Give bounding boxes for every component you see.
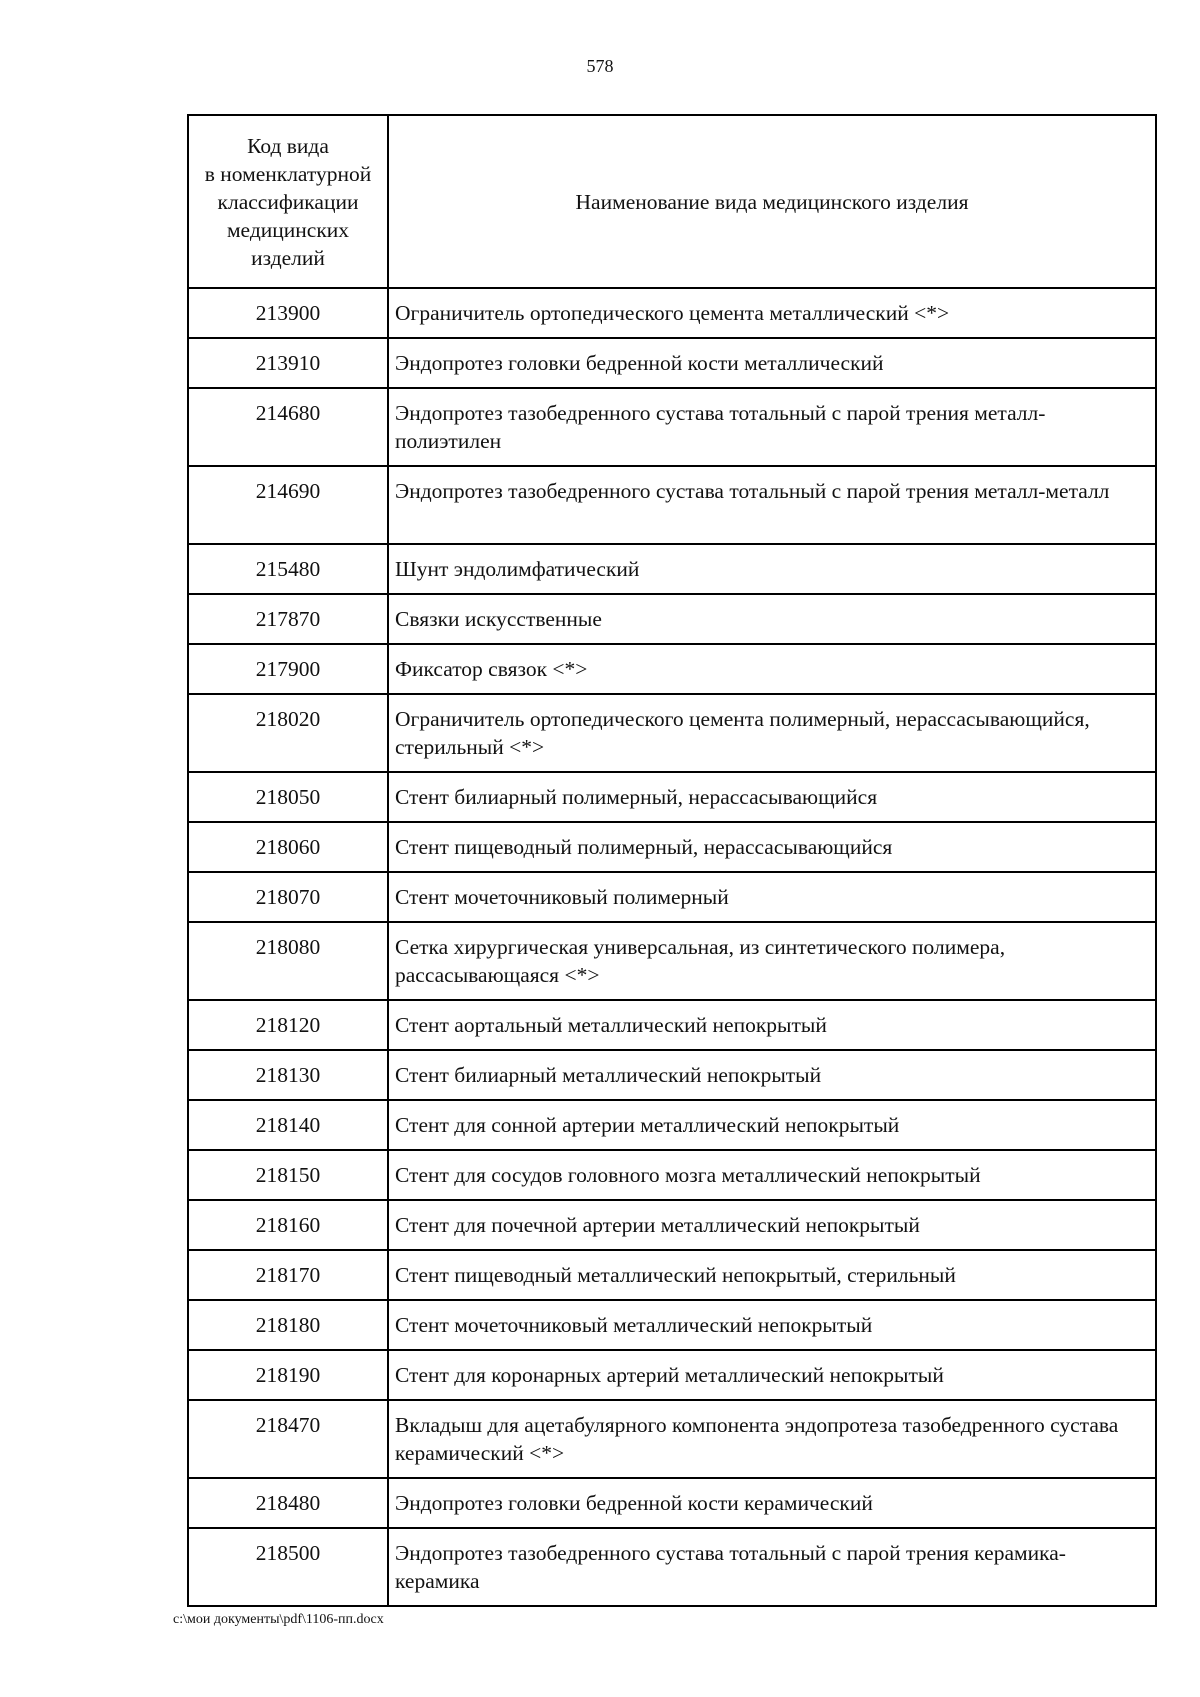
header-name-cell [388, 115, 1156, 288]
document-file-path: c:\мои документы\pdf\1106-пп.docx [173, 1612, 384, 1627]
table-row [188, 544, 1156, 594]
table-header-row [188, 115, 1156, 288]
row-code: 218500 [188, 1528, 388, 1606]
table-row [188, 922, 1156, 1000]
row-name: Эндопротез головки бедренной кости керамический [388, 1478, 1156, 1528]
table-row [188, 1250, 1156, 1300]
table-row [188, 772, 1156, 822]
row-code: 217900 [188, 644, 388, 694]
table-row [188, 1478, 1156, 1528]
table-row [188, 288, 1156, 338]
row-name: Стент для почечной артерии металлический непокрытый [388, 1200, 1156, 1250]
table-row [188, 1400, 1156, 1478]
table-row [188, 822, 1156, 872]
row-code: 218180 [188, 1300, 388, 1350]
header-code-label: Код вида в номенклатурной классификации медицинских изделий [204, 133, 372, 270]
row-name: Шунт эндолимфатический [388, 544, 1156, 594]
row-name: Сетка хирургическая универсальная, из синтетического полимера, рассасывающаяся <*> [388, 922, 1156, 1000]
row-name: Стент аортальный металлический непокрытый [388, 1000, 1156, 1050]
row-code: 218190 [188, 1350, 388, 1400]
row-code: 218020 [188, 694, 388, 772]
table-row [188, 338, 1156, 388]
row-code: 215480 [188, 544, 388, 594]
row-name: Стент для сосудов головного мозга металлический непокрытый [388, 1150, 1156, 1200]
table-row [188, 1528, 1156, 1606]
row-code: 218470 [188, 1400, 388, 1478]
row-code: 218160 [188, 1200, 388, 1250]
row-code: 218140 [188, 1100, 388, 1150]
row-code: 218060 [188, 822, 388, 872]
table-row [188, 1300, 1156, 1350]
row-name: Стент билиарный полимерный, нерассасывающийся [388, 772, 1156, 822]
row-code: 214690 [188, 466, 388, 544]
page-number: 578 [586, 56, 614, 76]
classification-table [187, 114, 1157, 1607]
row-name: Стент для сонной артерии металлический непокрытый [388, 1100, 1156, 1150]
row-name: Эндопротез тазобедренного сустава тотальный с парой трения металл-полиэтилен [388, 388, 1156, 466]
table-row [188, 872, 1156, 922]
row-name: Фиксатор связок <*> [388, 644, 1156, 694]
row-code: 217870 [188, 594, 388, 644]
header-code-cell [188, 115, 388, 288]
row-code: 218150 [188, 1150, 388, 1200]
row-code: 218130 [188, 1050, 388, 1100]
row-code: 213900 [188, 288, 388, 338]
row-name: Стент мочеточниковый полимерный [388, 872, 1156, 922]
table-row [188, 1350, 1156, 1400]
row-name: Связки искусственные [388, 594, 1156, 644]
row-code: 218070 [188, 872, 388, 922]
table-row [188, 1000, 1156, 1050]
row-code: 213910 [188, 338, 388, 388]
table-row [188, 1100, 1156, 1150]
row-code: 218050 [188, 772, 388, 822]
table-row [188, 694, 1156, 772]
table-row [188, 644, 1156, 694]
row-name: Ограничитель ортопедического цемента полимерный, нерассасывающийся, стерильный <*> [388, 694, 1156, 772]
table-row [188, 594, 1156, 644]
classification-table-wrapper [187, 114, 1155, 1607]
row-name: Эндопротез головки бедренной кости металлический [388, 338, 1156, 388]
row-code: 218480 [188, 1478, 388, 1528]
row-name: Эндопротез тазобедренного сустава тотальный с парой трения металл-металл [388, 466, 1156, 544]
row-code: 218120 [188, 1000, 388, 1050]
row-name: Ограничитель ортопедического цемента металлический <*> [388, 288, 1156, 338]
table-row [188, 1200, 1156, 1250]
row-code: 218080 [188, 922, 388, 1000]
header-name-label: Наименование вида медицинского изделия [575, 189, 969, 214]
row-name: Стент мочеточниковый металлический непокрытый [388, 1300, 1156, 1350]
row-code: 214680 [188, 388, 388, 466]
table-row [188, 1050, 1156, 1100]
table-row [188, 1150, 1156, 1200]
row-name: Стент билиарный металлический непокрытый [388, 1050, 1156, 1100]
table-row [188, 388, 1156, 466]
row-code: 218170 [188, 1250, 388, 1300]
row-name: Стент пищеводный металлический непокрытый, стерильный [388, 1250, 1156, 1300]
row-name: Стент пищеводный полимерный, нерассасывающийся [388, 822, 1156, 872]
row-name: Стент для коронарных артерий металлический непокрытый [388, 1350, 1156, 1400]
row-name: Эндопротез тазобедренного сустава тотальный с парой трения керамика-керамика [388, 1528, 1156, 1606]
table-row [188, 466, 1156, 544]
row-name: Вкладыш для ацетабулярного компонента эндопротеза тазобедренного сустава керамический <*> [388, 1400, 1156, 1478]
